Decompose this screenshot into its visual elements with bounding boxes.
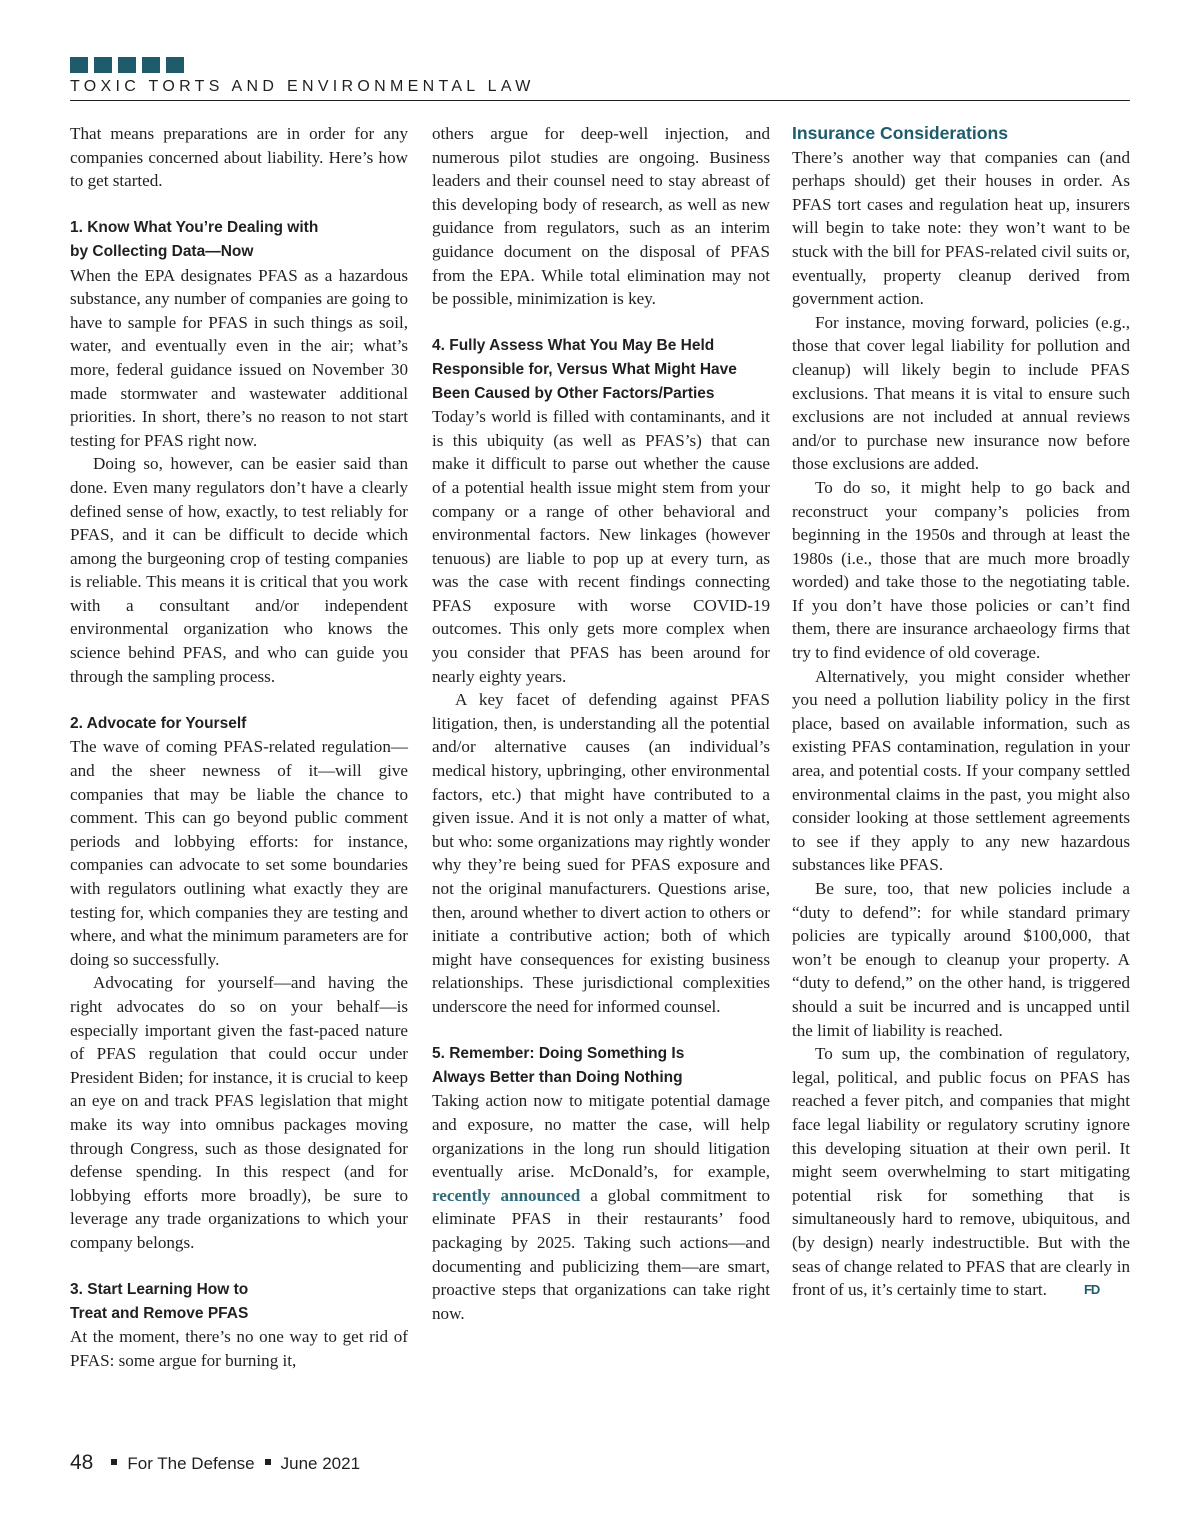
bullet-icon: [265, 1459, 271, 1465]
paragraph: For instance, moving forward, policies (e.g., those that cover legal liability for pollution and cleanup) will likely begin to include PFAS exclusions. That means it is vital to ensure such exclusions are not included at annual reviews and/or to purchase new insurance now before those exclusions are added.: [792, 312, 1130, 474]
paragraph: The wave of coming PFAS-related regulation—and the sheer newness of it—will give companies that may be liable the chance to comment. This can go beyond public comment periods and lobbying efforts: for instance, companies can advocate to set some boundaries with regulators outlining what exactly they are testing for, which companies they are testing and where, and what the minimum parameters are for doing so successfully.: [70, 737, 408, 969]
subheading: Been Caused by Other Factors/Parties: [432, 384, 715, 402]
text-run: a global commitment to eliminate PFAS in their restaurants’ food packaging by 2025. Taking such actions—and documenting and publicizing them—are smart, proactive steps that organizations can take right now.: [432, 1185, 770, 1323]
recently-announced-link[interactable]: recently announced: [432, 1185, 581, 1205]
page-number: 48: [70, 1451, 94, 1474]
paragraph: Alternatively, you might consider whether you need a pollution liability policy in the first place, based on available information, such as existing PFAS contamination, regulation in your area, and potential costs. If your company settled environmental claims in the past, you might also consider looking at those settlement agreements to see if they apply to any new hazardous substances like PFAS.: [792, 666, 1130, 875]
insurance-heading: Insurance Considerations: [792, 123, 1009, 143]
paragraph: When the EPA designates PFAS as a hazardous substance, any number of companies are going to have to sample for PFAS in such things as soil, water, and eventually even in the air; what’s more, federal guidance issued on November 30 made stormwater and wastewater additional priorities. In short, there’s no reason to not start testing for PFAS right now.: [70, 265, 408, 450]
subheading: 3. Start Learning How to: [70, 1281, 249, 1299]
paragraph: [792, 1042, 1130, 1302]
paragraph: A key facet of defending against PFAS litigation, then, is understanding all the potential and/or alternative causes (an individual’s medical history, upbringing, other environmental factors, etc.) that might have contributed to a given issue. And it is not only a matter of what, but who: some organizations may rightly wonder why they’re being sued for PFAS exposure and not the original manufacturers. Questions arise, then, around whether to divert action to others or initiate a contributive action; both of which might have consequences for existing business relationships. These jurisdictional complexities underscore the need for informed counsel.: [432, 690, 770, 1016]
section-title: TOXIC TORTS AND ENVIRONMENTAL LAW: [70, 78, 535, 95]
text-run: To sum up, the combination of regulatory, legal, political, and public focus on PFAS has reached a fever pitch, and companies that might face legal liability or regulatory scrutiny ignore this developing situation at their own peril. It might seem overwhelming to start mitigating potential risk for something that is simultaneously hard to remove, ubiquitous, and (by design) nearly indestructible. But with the seas of change related to PFAS that are clearly in front of us, it’s certainly time to start.: [792, 1044, 1130, 1300]
subheading: 4. Fully Assess What You May Be Held: [432, 337, 715, 355]
paragraph: There’s another way that companies can (and perhaps should) get their houses in order. As PFAS tort cases and regulation heat up, insurers will begin to take note: they won’t want to be stuck with the bill for PFAS-related civil suits or, eventually, property cleanup derived from government action.: [792, 147, 1130, 309]
paragraph: Doing so, however, can be easier said than done. Even many regulators don’t have a clearly defined sense of how, exactly, to test reliably for PFAS, and it can be difficult to decide which among the burgeoning crop of testing companies is reliable. This means it is critical that you work with a consultant and/or independent environmental organization who knows the science behind PFAS, and who can guide you through the sampling process.: [70, 454, 408, 686]
paragraph: At the moment, there’s no one way to get rid of PFAS: some argue for burning it,: [70, 1327, 408, 1370]
running-header: [70, 57, 1130, 97]
column-1: [70, 122, 408, 1372]
header-square: [70, 57, 88, 73]
paragraph: To do so, it might help to go back and reconstruct your company’s policies from beginning in the 1950s and through at least the 1980s (i.e., those that are much more broadly worded) and take those to the negotiating table. If you don’t have those policies or can’t find them, there are insurance archaeology firms that try to find evidence of old coverage.: [792, 477, 1130, 663]
page-footer: [70, 1451, 360, 1475]
subheading: by Collecting Data—Now: [70, 242, 254, 260]
header-square: [166, 57, 184, 73]
subheading: Responsible for, Versus What Might Have: [432, 360, 737, 378]
paragraph: Advocating for yourself—and having the right advocates do so on your behalf—is especially important given the fast-paced nature of PFAS regulation that could occur under President Biden; for instance, it is crucial to keep an eye on and track PFAS legislation that might make its way into omnibus packages moving through Congress, such as those designated for defense spending. In this respect (and for lobbying efforts more broadly), be sure to leverage any trade organizations to which your company belongs.: [70, 973, 408, 1252]
paragraph: That means preparations are in order for any companies concerned about liability. Here’s how to get started.: [70, 124, 408, 191]
subheading: Treat and Remove PFAS: [70, 1304, 249, 1322]
column-2: [432, 122, 770, 1325]
paragraph: [432, 1089, 770, 1325]
text-run: Taking action now to mitigate potential damage and exposure, no matter the case, will help organizations in the long run should litigation eventually arise. McDonald’s, for example,: [432, 1091, 770, 1182]
header-square: [94, 57, 112, 73]
bullet-icon: [111, 1459, 117, 1465]
subheading: 2. Advocate for Yourself: [70, 714, 247, 732]
subheading: 1. Know What You’re Dealing with: [70, 219, 319, 237]
subheading: Always Better than Doing Nothing: [432, 1068, 683, 1086]
header-squares: [70, 57, 1130, 73]
publication-name: For The Defense: [127, 1454, 255, 1473]
header-square: [118, 57, 136, 73]
subheading: 5. Remember: Doing Something Is: [432, 1045, 685, 1063]
header-square: [142, 57, 160, 73]
paragraph: Today’s world is filled with contaminants, and it is this ubiquity (as well as PFAS’s) that can make it difficult to parse out whether the cause of a potential health issue might stem from your company or a range of other behavioral and environmental factors. New linkages (however tenuous) are liable to pop up at every turn, as was the case with recent findings connecting PFAS exposure with worse COVID-19 outcomes. This only gets more complex when you consider that PFAS has been around for nearly eighty years.: [432, 407, 770, 686]
issue-date: June 2021: [280, 1454, 361, 1473]
paragraph: Be sure, too, that new policies include a “duty to defend”: for while standard primary policies are typically around $100,000, that won’t be enough to cleanup your property. A “duty to defend,” on the other hand, is triggered should a suit be incurred and is uncapped until the limit of liability is reached.: [792, 879, 1130, 1040]
column-3: [792, 122, 1130, 1302]
end-mark-icon: FD: [1083, 1282, 1100, 1298]
header-rule: [70, 100, 1130, 101]
paragraph: others argue for deep-well injection, and numerous pilot studies are ongoing. Business leaders and their counsel need to stay abreast of this developing body of research, as well as new guidance from regulators, such as an interim guidance document on the disposal of PFAS from the EPA. While total elimination may not be possible, minimization is key.: [432, 124, 770, 309]
